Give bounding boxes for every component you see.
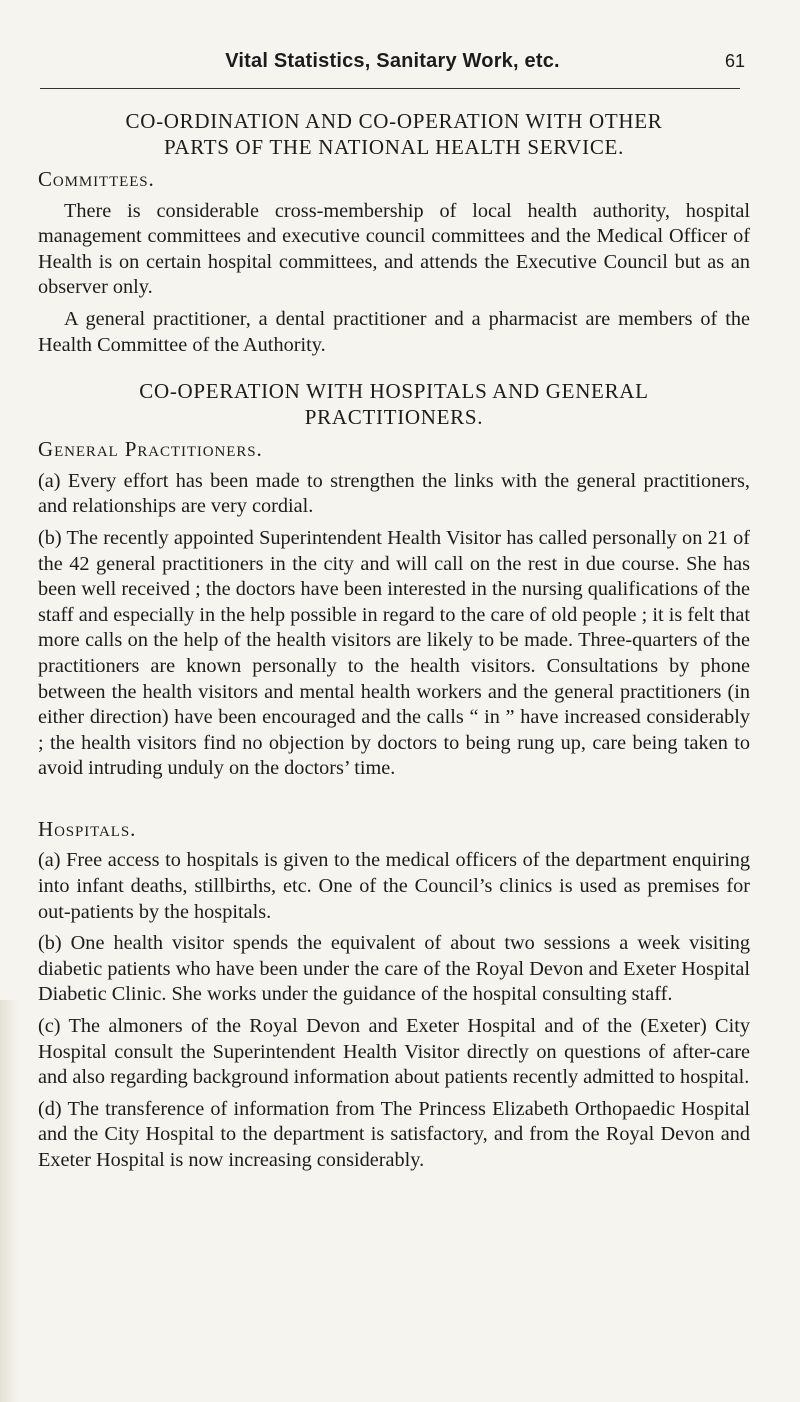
page-edge-shadow — [0, 1000, 18, 1402]
page-number: 61 — [724, 51, 745, 71]
paragraph: (a) Free access to hospitals is given to the medical officers of the department enquiring into infant deaths, stillbirths, etc. One of the Council’s clinics is used as premises for out-patients by the hospitals. — [38, 849, 750, 923]
paragraph: (d) The transference of information from The Princess Elizabeth Orthopaedic Hospital and the City Hospital to the department is satisfactory, and from the Royal Devon and Exeter Hospital is now increasing considerably. — [38, 1097, 750, 1171]
paragraph: There is considerable cross-membership of local health authority, hospital management committees and executive council committees and the Medical Officer of Health is on certain hospital committees, and attends the Executive Council but as an observer only. — [38, 199, 750, 299]
running-head — [40, 50, 745, 90]
subhead-general-practitioners: General Practitioners. — [38, 437, 263, 462]
paragraph: (a) Every effort has been made to strengthen the links with the general practitioners, and relationships are very cordial. — [38, 469, 750, 518]
section-title-line: CO-OPERATION WITH HOSPITALS AND GENERAL — [139, 379, 649, 404]
subhead-committees: Committees. — [38, 167, 155, 191]
section-title-cooperation — [38, 378, 750, 430]
paragraph: A general practitioner, a dental practitioner and a pharmacist are members of the Health Committee of the Authority. — [38, 307, 750, 356]
header-rule — [40, 88, 740, 89]
paragraph: (b) The recently appointed Superintendent Health Visitor has called personally on 21 of the 42 general practitioners in the city and will call on the rest in due course. She has been well received ; the doctors have been interested in the nursing qualifications of the staff and especially in the help possible in regard to the care of old people ; it is felt that more calls on the help of the health visitors are likely to be made. Three-quarters of the practitioners are known personally to the health visitors. Consultations by phone between the health visitors and mental health workers and the general practitioners (in either direction) have been encouraged and the calls “ in ” have increased considerably ; the health visitors find no objection by doctors to being rung up, care being taken to avoid intruding unduly on the doctors’ time. — [38, 526, 750, 780]
paragraph: (b) One health visitor spends the equivalent of about two sessions a week visiting diabetic patients who have been under the care of the Royal Devon and Exeter Hospital Diabetic Clinic. She works under the guidance of the hospital consulting staff. — [38, 932, 750, 1006]
paragraph: (c) The almoners of the Royal Devon and Exeter Hospital and of the (Exeter) City Hospital consult the Superintendent Health Visitor directly on questions of after-care and also regarding background information about patients recently admitted to hospital. — [38, 1015, 750, 1089]
section-title-line: PARTS OF THE NATIONAL HEALTH SERVICE. — [163, 135, 625, 159]
section-title-line: CO-ORDINATION AND CO-OPERATION WITH OTHER — [125, 109, 663, 133]
section-title-coordination — [38, 108, 750, 160]
page-body — [38, 108, 750, 1180]
running-title: Vital Statistics, Sanitary Work, etc. — [225, 50, 560, 72]
section-title-line: PRACTITIONERS. — [304, 405, 484, 430]
subhead-hospitals: Hospitals. — [38, 816, 137, 841]
